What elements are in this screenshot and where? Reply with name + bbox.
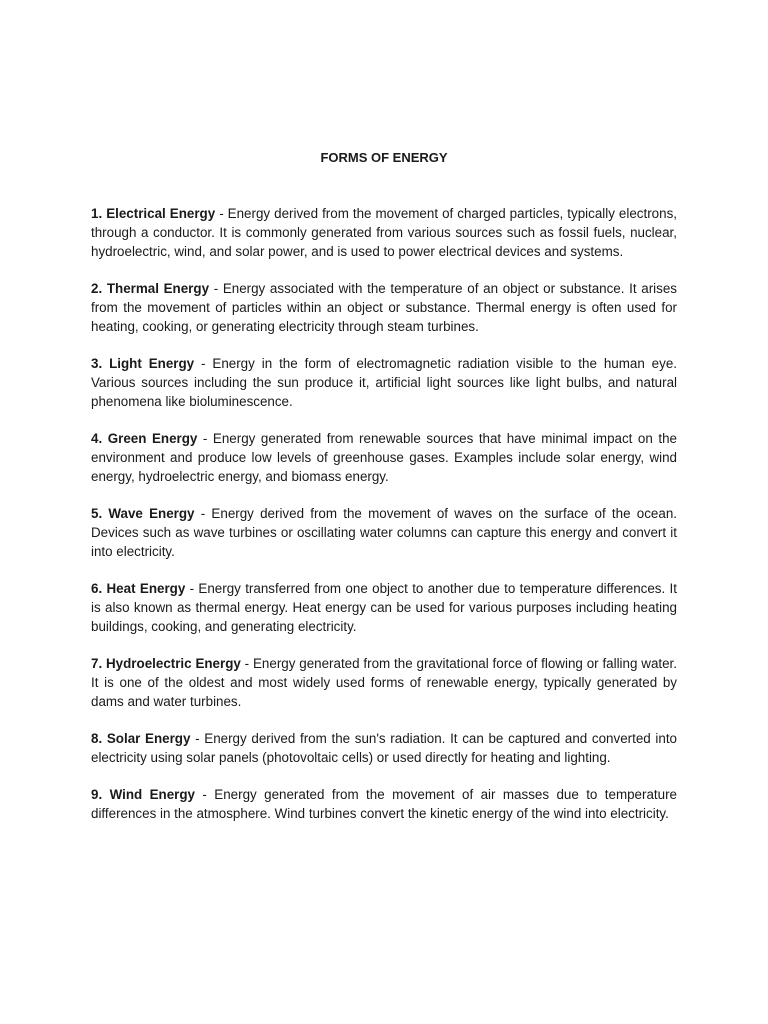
entry-definition: - Energy transferred from one object to another due to temperature differences. It is also known as thermal energy. Heat energy can be used for various purposes including heating buildings, cooking, and generating electricity. — [91, 581, 677, 634]
entry-heat-energy — [91, 579, 677, 636]
entry-term: 5. Wave Energy — [91, 506, 195, 521]
entry-electrical-energy — [91, 204, 677, 261]
entry-term: 4. Green Energy — [91, 431, 198, 446]
entry-solar-energy — [91, 729, 677, 767]
entry-definition: - Energy derived from the movement of waves on the surface of the ocean. Devices such as wave turbines or oscillating water columns can capture this energy and convert it into electricity. — [91, 506, 677, 559]
entry-term: 1. Electrical Energy — [91, 206, 216, 221]
document-body — [91, 204, 677, 841]
entry-hydroelectric-energy — [91, 654, 677, 711]
page-title: FORMS OF ENERGY — [320, 150, 448, 165]
entry-definition: - Energy generated from the movement of air masses due to temperature differences in the atmosphere. Wind turbines convert the kinetic energy of the wind into electricity. — [91, 787, 677, 821]
entry-light-energy — [91, 354, 677, 411]
entry-term: 8. Solar Energy — [91, 731, 191, 746]
entry-thermal-energy — [91, 279, 677, 336]
entry-definition: - Energy derived from the sun's radiation. It can be captured and converted into electricity using solar panels (photovoltaic cells) or used directly for heating and lighting. — [91, 731, 677, 765]
entry-definition: - Energy generated from renewable sources that have minimal impact on the environment and produce low levels of greenhouse gases. Examples include solar energy, wind energy, hydroelectric energy, and biomass energy. — [91, 431, 677, 484]
entry-term: 9. Wind Energy — [91, 787, 195, 802]
entry-term: 3. Light Energy — [91, 356, 195, 371]
entry-term: 2. Thermal Energy — [91, 281, 210, 296]
entry-wind-energy — [91, 785, 677, 823]
entry-definition: - Energy in the form of electromagnetic radiation visible to the human eye. Various sources including the sun produce it, artificial light sources like light bulbs, and natural phenomena like bioluminescence. — [91, 356, 677, 409]
entry-term: 6. Heat Energy — [91, 581, 186, 596]
entry-wave-energy — [91, 504, 677, 561]
entry-definition: - Energy derived from the movement of charged particles, typically electrons, through a conductor. It is commonly generated from various sources such as fossil fuels, nuclear, hydroelectric, wind, and solar power, and is used to power electrical devices and systems. — [91, 206, 677, 259]
entry-green-energy — [91, 429, 677, 486]
entry-definition: - Energy generated from the gravitational force of flowing or falling water. It is one of the oldest and most widely used forms of renewable energy, typically generated by dams and water turbines. — [91, 656, 677, 709]
entry-term: 7. Hydroelectric Energy — [91, 656, 241, 671]
entry-definition: - Energy associated with the temperature of an object or substance. It arises from the movement of particles within an object or substance. Thermal energy is often used for heating, cooking, or generating electricity through steam turbines. — [91, 281, 677, 334]
